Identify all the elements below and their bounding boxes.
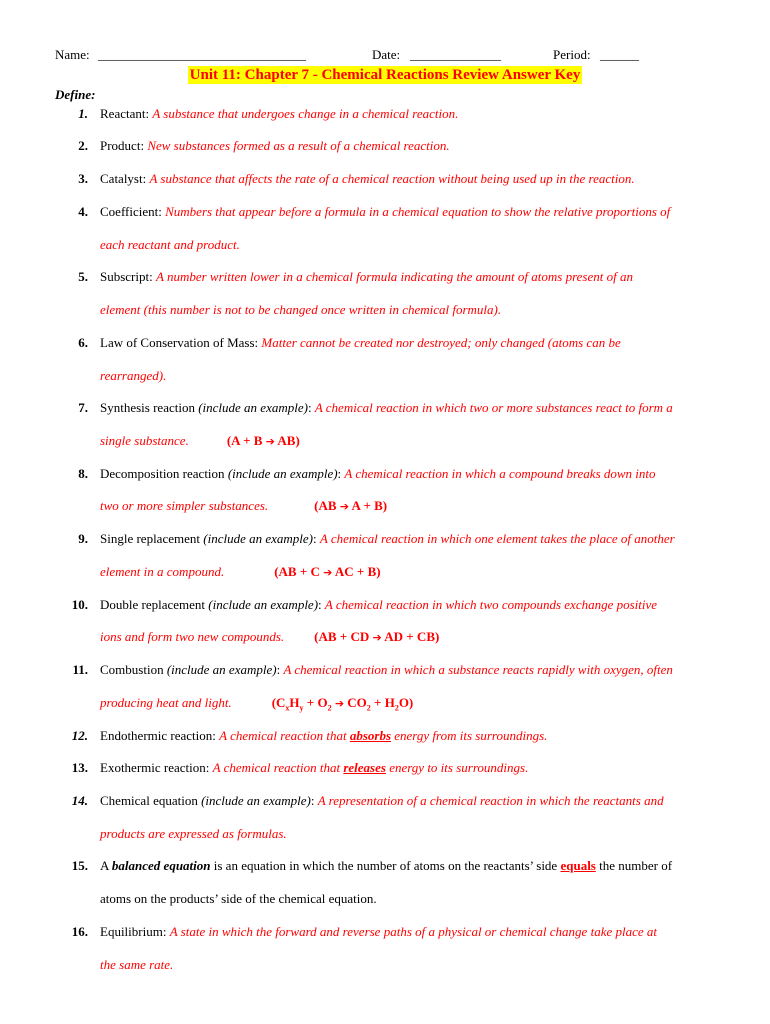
item-line-continued: [100, 498, 387, 514]
subscript: 2: [327, 703, 332, 713]
arrow-icon: ➔: [334, 697, 345, 710]
answer-text: A chemical reaction in which one element takes the place of another: [319, 531, 675, 546]
item-line: [100, 138, 450, 154]
answer-text: rearranged).: [100, 368, 167, 383]
header-fields: [55, 47, 715, 65]
item-line: [100, 760, 528, 776]
item-line: [100, 106, 458, 122]
colon: :: [307, 400, 315, 415]
answer-text: single substance.: [100, 433, 189, 448]
colon: :: [318, 597, 325, 612]
period-blank: ______: [600, 47, 639, 62]
answer-text: A chemical reaction in which a substance reacts rapidly with oxygen, often: [283, 662, 673, 677]
item-number: 12.: [71, 728, 88, 743]
equation-part: + O: [303, 695, 328, 710]
item-line-continued: [100, 564, 381, 580]
subscript: 2: [394, 703, 399, 713]
date-blank: ______________: [410, 47, 501, 62]
subscript: x: [285, 703, 290, 713]
answer-text: A chemical reaction in which two compounds exchange positive: [324, 597, 658, 612]
equation-part: (AB: [314, 498, 340, 513]
answer-text: A chemical reaction in which a compound breaks down into: [344, 466, 656, 481]
item-number: 16.: [71, 924, 88, 939]
item-number: 13.: [71, 760, 88, 775]
term-label: Reactant:: [100, 106, 153, 121]
answer-text: A chemical reaction that: [219, 728, 350, 743]
term-label: Double replacement: [100, 597, 209, 612]
term-label: Decomposition reaction: [100, 466, 228, 481]
item-line-continued: [100, 629, 439, 645]
term-label: Equilibrium:: [100, 924, 170, 939]
term-label: Synthesis reaction: [100, 400, 199, 415]
item-number: 10.: [71, 597, 88, 612]
arrow-icon: ➔: [323, 566, 333, 579]
item-number: 7.: [78, 400, 88, 415]
item-line: [100, 531, 675, 547]
item-line-continued: [100, 368, 166, 384]
example-equation: [314, 629, 439, 644]
item-line: [100, 269, 633, 285]
arrow-icon: ➔: [265, 435, 275, 448]
qualifier-text: (include an example): [203, 531, 313, 546]
answer-keyword: absorbs: [349, 728, 392, 743]
answer-text: element (this number is not to be changed once written in chemical formula).: [100, 302, 502, 317]
date-label: Date:: [372, 47, 401, 62]
term-label: Catalyst:: [100, 171, 150, 186]
equation-part: (AB + CD: [314, 629, 373, 644]
answer-text: Matter cannot be created nor destroyed; only changed (atoms can be: [261, 335, 621, 350]
item-line: [100, 466, 656, 482]
item-number: 4.: [78, 204, 88, 219]
term-label: Product:: [100, 138, 148, 153]
item-line: [100, 728, 547, 744]
answer-text: A substance that undergoes change in a chemical reaction.: [152, 106, 459, 121]
example-equation: [314, 498, 387, 513]
item-line-continued: [100, 433, 300, 449]
term-label: Exothermic reaction:: [100, 760, 213, 775]
item-line-continued: [100, 695, 413, 713]
equation-part: AD + CB): [381, 629, 440, 644]
equation-part: AC + B): [332, 564, 381, 579]
answer-text: A number written lower in a chemical formula indicating the amount of atoms present of an: [155, 269, 633, 284]
equation-part: (A + B: [226, 433, 266, 448]
example-equation: [227, 433, 300, 448]
term-label: Combustion: [100, 662, 167, 677]
statement-text: is an equation in which the number of atoms on the reactants’ side: [210, 858, 561, 873]
item-number: 9.: [78, 531, 88, 546]
item-line-continued: [100, 302, 501, 318]
equation-part: + H: [370, 695, 395, 710]
term-label: Subscript:: [100, 269, 156, 284]
qualifier-text: (include an example): [166, 662, 277, 677]
statement-text: atoms on the products’ side of the chemical equation.: [100, 891, 377, 906]
answer-text: A representation of a chemical reaction in which the reactants and: [317, 793, 664, 808]
qualifier-text: (include an example): [227, 466, 338, 481]
answer-text: A chemical reaction in which two or more substances react to form a: [314, 400, 673, 415]
equation-part: H: [289, 695, 300, 710]
item-number: 2.: [78, 138, 88, 153]
answer-text: element in a compound.: [100, 564, 225, 579]
answer-keyword: releases: [343, 760, 386, 775]
answer-text: energy from its surroundings.: [391, 728, 548, 743]
name-blank: ________________________________: [98, 47, 306, 62]
term-label: Chemical equation: [100, 793, 202, 808]
define-label: Define:: [55, 87, 96, 102]
example-equation: [274, 564, 380, 579]
colon: :: [310, 793, 318, 808]
subscript: y: [299, 703, 304, 713]
subscript: 2: [366, 703, 371, 713]
answer-text: A substance that affects the rate of a chemical reaction without being used up in the reaction.: [149, 171, 635, 186]
item-number: 3.: [78, 171, 88, 186]
item-line-continued: [100, 237, 240, 253]
answer-text: A chemical reaction that: [212, 760, 344, 775]
item-line: [100, 924, 657, 940]
name-label: Name:: [55, 47, 90, 62]
page-title: Unit 11: Chapter 7 - Chemical Reactions Review Answer Key: [189, 67, 581, 83]
term-label: Single replacement: [100, 531, 204, 546]
answer-text: A state in which the forward and reverse paths of a physical or chemical change take place at: [169, 924, 657, 939]
answer-text: the same rate.: [100, 957, 174, 972]
statement-text: A: [100, 858, 112, 873]
equation-part: O): [398, 695, 414, 710]
item-line: [100, 204, 670, 220]
item-number: 11.: [72, 662, 88, 677]
answer-text: energy to its surroundings.: [385, 760, 529, 775]
equation-part: AB): [274, 433, 300, 448]
item-number: 14.: [71, 793, 88, 808]
qualifier-text: (include an example): [208, 597, 319, 612]
colon: :: [337, 466, 345, 481]
item-line: [100, 335, 621, 351]
item-number: 15.: [71, 858, 88, 873]
colon: :: [312, 531, 320, 546]
item-number: 6.: [78, 335, 88, 350]
term-label: Law of Conservation of Mass:: [100, 335, 262, 350]
answer-text: Numbers that appear before a formula in a chemical equation to show the relative proportions of: [165, 204, 671, 219]
item-line: [100, 662, 673, 678]
item-number: 5.: [78, 269, 88, 284]
arrow-icon: ➔: [339, 500, 350, 513]
answer-text: two or more simpler substances.: [100, 498, 269, 513]
statement-text: the number of: [595, 858, 673, 873]
equation-part: (AB + C: [274, 564, 324, 579]
answer-text: each reactant and product.: [100, 237, 240, 252]
equation-part: (C: [271, 695, 286, 710]
qualifier-text: (include an example): [201, 793, 311, 808]
answer-keyword: equals: [560, 858, 596, 873]
item-line: [100, 171, 635, 187]
period-label: Period:: [553, 47, 591, 62]
item-line: [100, 858, 672, 874]
answer-text: products are expressed as formulas.: [100, 826, 287, 841]
answer-text: New substances formed as a result of a chemical reaction.: [147, 138, 450, 153]
answer-text: producing heat and light.: [100, 695, 232, 710]
equation-part: A + B): [349, 498, 388, 513]
balanced-equation-term: balanced equation: [111, 858, 211, 873]
item-line-continued: [100, 957, 173, 973]
item-number: 8.: [78, 466, 88, 481]
item-line-continued: [100, 826, 287, 842]
example-equation: [271, 695, 414, 713]
item-number: 1.: [78, 106, 88, 121]
qualifier-text: (include an example): [198, 400, 308, 415]
term-label: Endothermic reaction:: [100, 728, 220, 743]
item-line: [100, 400, 673, 416]
item-line: [100, 597, 657, 613]
item-line-continued: [100, 891, 377, 907]
item-line: [100, 793, 664, 809]
colon: :: [276, 662, 284, 677]
term-label: Coefficient:: [100, 204, 166, 219]
arrow-icon: ➔: [372, 631, 382, 644]
title-row: [0, 66, 770, 84]
equation-part: CO: [344, 695, 367, 710]
answer-text: ions and form two new compounds.: [100, 629, 285, 644]
